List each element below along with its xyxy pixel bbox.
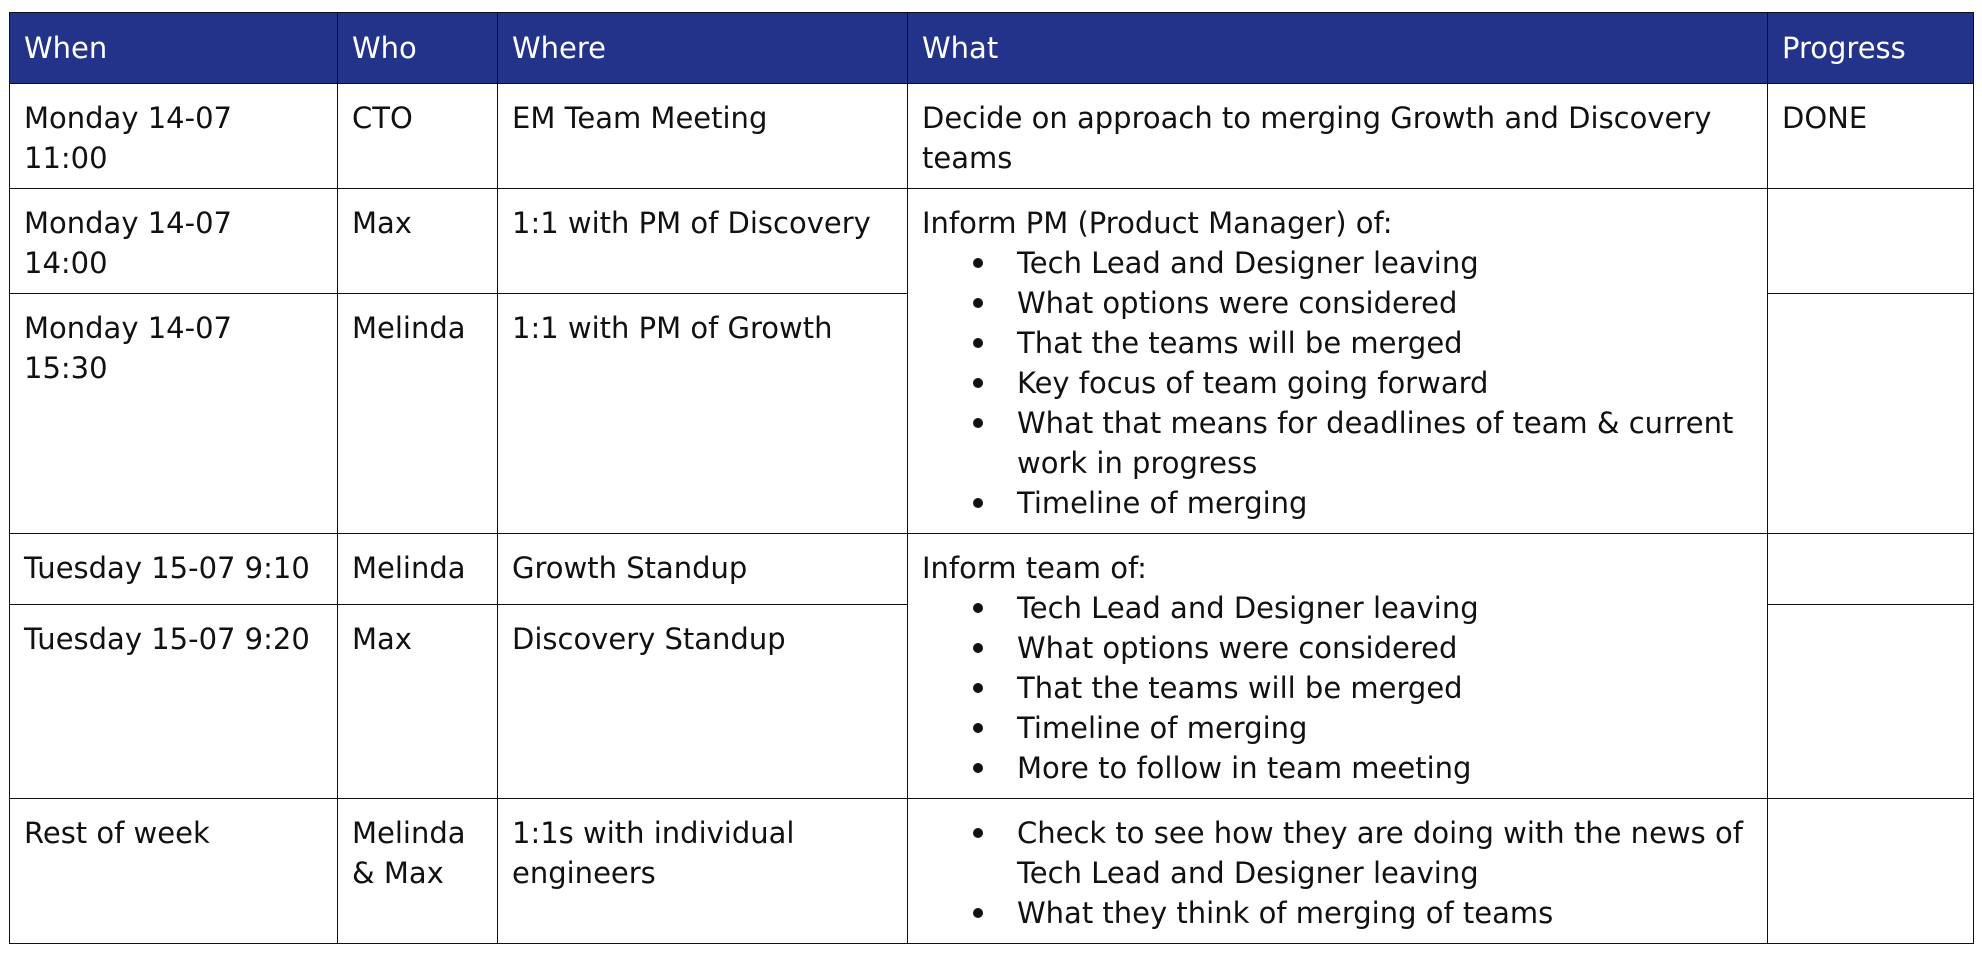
cell-progress: DONE: [1768, 84, 1974, 189]
cell-what-pm: [908, 189, 1768, 534]
cell-when: Monday 14-07 14:00: [10, 189, 338, 294]
list-item: What that means for deadlines of team & current work in progress: [1017, 403, 1753, 483]
cell-where: Growth Standup: [498, 534, 908, 605]
list-item: Check to see how they are doing with the news of Tech Lead and Designer leaving: [1017, 813, 1753, 893]
cell-what-team: [908, 534, 1768, 799]
cell-when: Rest of week: [10, 799, 338, 944]
cell-who: Melinda: [338, 294, 498, 534]
list-item: More to follow in team meeting: [1017, 748, 1753, 788]
cell-when: Tuesday 15-07 9:20: [10, 605, 338, 799]
cell-where: 1:1 with PM of Growth: [498, 294, 908, 534]
list-item: What they think of merging of teams: [1017, 893, 1753, 933]
what-pm-intro: Inform PM (Product Manager) of:: [922, 206, 1393, 240]
header-what: What: [908, 13, 1768, 84]
cell-who: Melinda: [338, 534, 498, 605]
table-body: [10, 84, 1974, 944]
what-pm-list: [922, 243, 1753, 523]
table-row: [10, 534, 1974, 605]
cell-what-individual: [908, 799, 1768, 944]
cell-when: Tuesday 15-07 9:10: [10, 534, 338, 605]
header-when: When: [10, 13, 338, 84]
cell-progress: [1768, 605, 1974, 799]
cell-progress: [1768, 534, 1974, 605]
cell-progress: [1768, 799, 1974, 944]
cell-where: 1:1 with PM of Discovery: [498, 189, 908, 294]
list-item: Timeline of merging: [1017, 483, 1753, 523]
communication-plan-table: [9, 12, 1974, 944]
table-header: [10, 13, 1974, 84]
cell-where: EM Team Meeting: [498, 84, 908, 189]
list-item: Tech Lead and Designer leaving: [1017, 588, 1753, 628]
cell-where: 1:1s with individual engineers: [498, 799, 908, 944]
cell-progress: [1768, 189, 1974, 294]
list-item: Key focus of team going forward: [1017, 363, 1753, 403]
cell-when: Monday 14-07 15:30: [10, 294, 338, 534]
cell-when: Monday 14-07 11:00: [10, 84, 338, 189]
header-row: [10, 13, 1974, 84]
what-team-intro: Inform team of:: [922, 551, 1147, 585]
cell-who: Melinda & Max: [338, 799, 498, 944]
cell-what: Decide on approach to merging Growth and Discovery teams: [908, 84, 1768, 189]
list-item: That the teams will be merged: [1017, 323, 1753, 363]
list-item: Timeline of merging: [1017, 708, 1753, 748]
list-item: That the teams will be merged: [1017, 668, 1753, 708]
header-who: Who: [338, 13, 498, 84]
cell-progress: [1768, 294, 1974, 534]
cell-who: CTO: [338, 84, 498, 189]
list-item: Tech Lead and Designer leaving: [1017, 243, 1753, 283]
header-where: Where: [498, 13, 908, 84]
header-progress: Progress: [1768, 13, 1974, 84]
what-individual-list: [922, 813, 1753, 933]
table-row: [10, 799, 1974, 944]
table-row: [10, 189, 1974, 294]
list-item: What options were considered: [1017, 628, 1753, 668]
cell-who: Max: [338, 189, 498, 294]
cell-who: Max: [338, 605, 498, 799]
table-row: [10, 84, 1974, 189]
list-item: What options were considered: [1017, 283, 1753, 323]
what-team-list: [922, 588, 1753, 788]
cell-where: Discovery Standup: [498, 605, 908, 799]
